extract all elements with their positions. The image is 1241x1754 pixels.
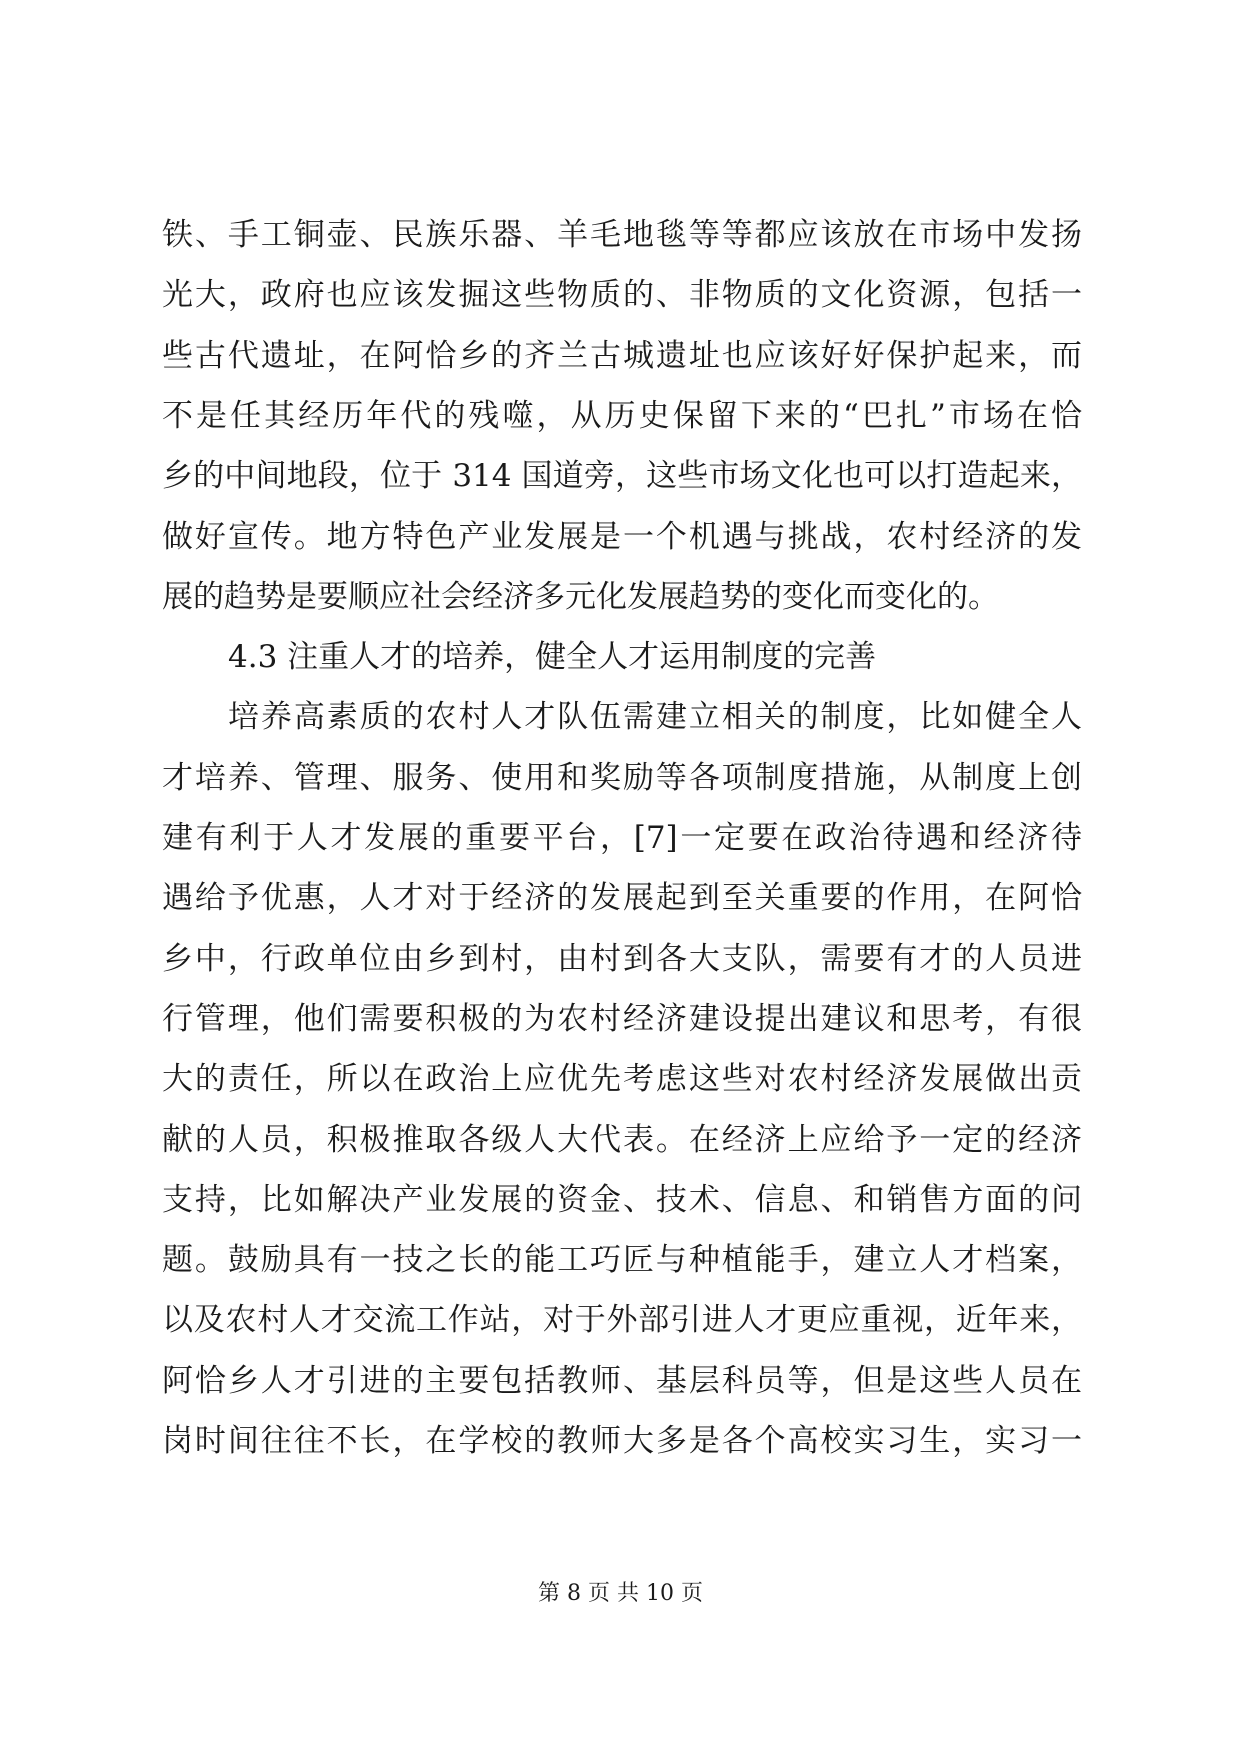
text-line: 行管理，他们需要积极的为农村经济建设提出建议和思考，有很	[162, 1000, 1082, 1037]
text-line: 题。鼓励具有一技之长的能工巧匠与种植能手，建立人才档案，	[162, 1242, 1082, 1279]
text-line: 遇给予优惠，人才对于经济的发展起到至关重要的作用，在阿恰	[162, 880, 1082, 917]
text-line: 乡的中间地段，位于 314 国道旁，这些市场文化也可以打造起来，	[162, 458, 1082, 495]
text-line: 展的趋势是要顺应社会经济多元化发展趋势的变化而变化的。	[162, 578, 999, 615]
text-line: 不是任其经历年代的残噬，从历史保留下来的“巴扎”市场在恰	[162, 397, 1082, 434]
text-line: 献的人员，积极推取各级人大代表。在经济上应给予一定的经济	[162, 1121, 1082, 1158]
text-line: 铁、手工铜壶、民族乐器、羊毛地毯等等都应该放在市场中发扬	[162, 217, 1082, 253]
text-line: 建有利于人才发展的重要平台，[7]一定要在政治待遇和经济待	[162, 820, 1082, 856]
text-line: 培养高素质的农村人才队伍需建立相关的制度，比如健全人	[228, 699, 1082, 736]
text-line: 以及农村人才交流工作站，对于外部引进人才更应重视，近年来，	[162, 1302, 1082, 1339]
text-line: 大的责任，所以在政治上应优先考虑这些对农村经济发展做出贡	[162, 1061, 1082, 1098]
text-line: 光大，政府也应该发掘这些物质的、非物质的文化资源，包括一	[162, 277, 1082, 314]
text-line: 才培养、管理、服务、使用和奖励等各项制度措施，从制度上创	[162, 759, 1082, 796]
text-line: 岗时间往往不长，在学校的教师大多是各个高校实习生，实习一	[162, 1423, 1082, 1459]
text-line: 做好宣传。地方特色产业发展是一个机遇与挑战，农村经济的发	[162, 518, 1082, 555]
text-line: 支持，比如解决产业发展的资金、技术、信息、和销售方面的问	[162, 1181, 1082, 1218]
text-line: 阿恰乡人才引进的主要包括教师、基层科员等，但是这些人员在	[162, 1362, 1082, 1399]
section-heading: 4.3 注重人才的培养，健全人才运用制度的完善	[228, 639, 877, 676]
text-line: 乡中，行政单位由乡到村，由村到各大支队，需要有才的人员进	[162, 940, 1082, 977]
page-footer: 第 8 页 共 10 页	[538, 1581, 703, 1606]
text-line: 些古代遗址，在阿恰乡的齐兰古城遗址也应该好好保护起来，而	[162, 337, 1082, 374]
